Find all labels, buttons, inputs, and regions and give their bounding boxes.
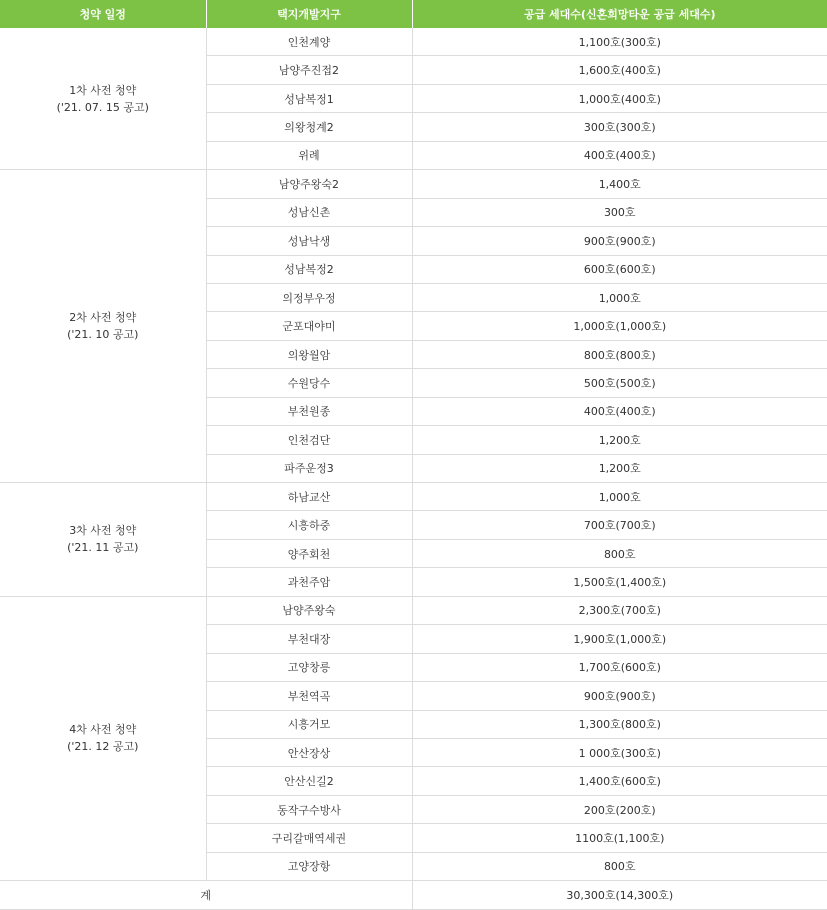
supply-cell: 1,600호(400호) — [412, 56, 827, 84]
district-cell: 인천계양 — [206, 28, 412, 56]
district-cell: 의왕월암 — [206, 340, 412, 368]
supply-cell: 300호 — [412, 198, 827, 226]
district-cell: 시흥거모 — [206, 710, 412, 738]
supply-cell: 800호 — [412, 852, 827, 880]
supply-cell: 1,000호 — [412, 483, 827, 511]
supply-cell: 1 000호(300호) — [412, 738, 827, 766]
table-row — [0, 483, 827, 511]
total-label: 계 — [0, 881, 412, 909]
district-cell: 남양주진접2 — [206, 56, 412, 84]
district-cell: 동작구수방사 — [206, 795, 412, 823]
district-cell: 의왕청계2 — [206, 113, 412, 141]
district-cell: 부천원종 — [206, 397, 412, 425]
supply-cell: 800호 — [412, 539, 827, 567]
round-cell — [0, 170, 206, 483]
district-cell: 하남교산 — [206, 483, 412, 511]
header-supply: 공급 세대수(신혼희망타운 공급 세대수) — [412, 0, 827, 28]
supply-cell: 1,000호 — [412, 283, 827, 311]
round-date: ('21. 12 공고) — [67, 740, 139, 754]
district-cell: 고양장항 — [206, 852, 412, 880]
supply-cell: 1,400호(600호) — [412, 767, 827, 795]
district-cell: 수원당수 — [206, 369, 412, 397]
supply-cell: 1,700호(600호) — [412, 653, 827, 681]
supply-cell: 200호(200호) — [412, 795, 827, 823]
round-date: ('21. 10 공고) — [67, 328, 139, 342]
header-round: 청약 일정 — [0, 0, 206, 28]
supply-cell: 400호(400호) — [412, 141, 827, 169]
district-cell: 구리갈매역세권 — [206, 824, 412, 852]
supply-cell: 800호(800호) — [412, 340, 827, 368]
supply-cell: 1,500호(1,400호) — [412, 568, 827, 596]
district-cell: 군포대야미 — [206, 312, 412, 340]
district-cell: 시흥하중 — [206, 511, 412, 539]
round-date: ('21. 07. 15 공고) — [56, 100, 149, 114]
district-cell: 성남복정2 — [206, 255, 412, 283]
round-label: 4차 사전 청약 — [69, 723, 137, 737]
district-cell: 부천대장 — [206, 625, 412, 653]
supply-cell: 900호(900호) — [412, 227, 827, 255]
supply-cell: 400호(400호) — [412, 397, 827, 425]
district-cell: 성남낙생 — [206, 227, 412, 255]
district-cell: 성남신촌 — [206, 198, 412, 226]
district-cell: 성남복정1 — [206, 84, 412, 112]
round-cell — [0, 596, 206, 880]
supply-cell: 1,400호 — [412, 170, 827, 198]
district-cell: 고양창릉 — [206, 653, 412, 681]
district-cell: 인천검단 — [206, 426, 412, 454]
supply-cell: 2,300호(700호) — [412, 596, 827, 624]
round-date: ('21. 11 공고) — [67, 541, 139, 555]
supply-cell: 1,000호(400호) — [412, 84, 827, 112]
table-header-row — [0, 0, 827, 28]
district-cell: 부천역곡 — [206, 682, 412, 710]
supply-cell: 300호(300호) — [412, 113, 827, 141]
supply-cell: 1,100호(300호) — [412, 28, 827, 56]
district-cell: 남양주왕숙2 — [206, 170, 412, 198]
supply-cell: 700호(700호) — [412, 511, 827, 539]
supply-cell: 1,900호(1,000호) — [412, 625, 827, 653]
table-row — [0, 170, 827, 198]
round-label: 3차 사전 청약 — [69, 524, 137, 538]
round-cell — [0, 28, 206, 170]
district-cell: 남양주왕숙 — [206, 596, 412, 624]
district-cell: 파주운정3 — [206, 454, 412, 482]
district-cell: 안산신길2 — [206, 767, 412, 795]
supply-cell: 900호(900호) — [412, 682, 827, 710]
supply-cell: 1,300호(800호) — [412, 710, 827, 738]
district-cell: 안산장상 — [206, 738, 412, 766]
total-supply: 30,300호(14,300호) — [412, 881, 827, 909]
table-body — [0, 28, 827, 909]
table-row — [0, 28, 827, 56]
district-cell: 과천주암 — [206, 568, 412, 596]
header-district: 택지개발지구 — [206, 0, 412, 28]
supply-cell: 1100호(1,100호) — [412, 824, 827, 852]
supply-cell: 1,200호 — [412, 454, 827, 482]
supply-cell: 1,200호 — [412, 426, 827, 454]
total-row — [0, 881, 827, 909]
district-cell: 의정부우정 — [206, 283, 412, 311]
supply-cell: 1,000호(1,000호) — [412, 312, 827, 340]
supply-cell: 600호(600호) — [412, 255, 827, 283]
district-cell: 위례 — [206, 141, 412, 169]
supply-cell: 500호(500호) — [412, 369, 827, 397]
district-cell: 양주회천 — [206, 539, 412, 567]
round-label: 2차 사전 청약 — [69, 311, 137, 325]
round-label: 1차 사전 청약 — [69, 83, 137, 97]
table-row — [0, 596, 827, 624]
round-cell — [0, 483, 206, 597]
